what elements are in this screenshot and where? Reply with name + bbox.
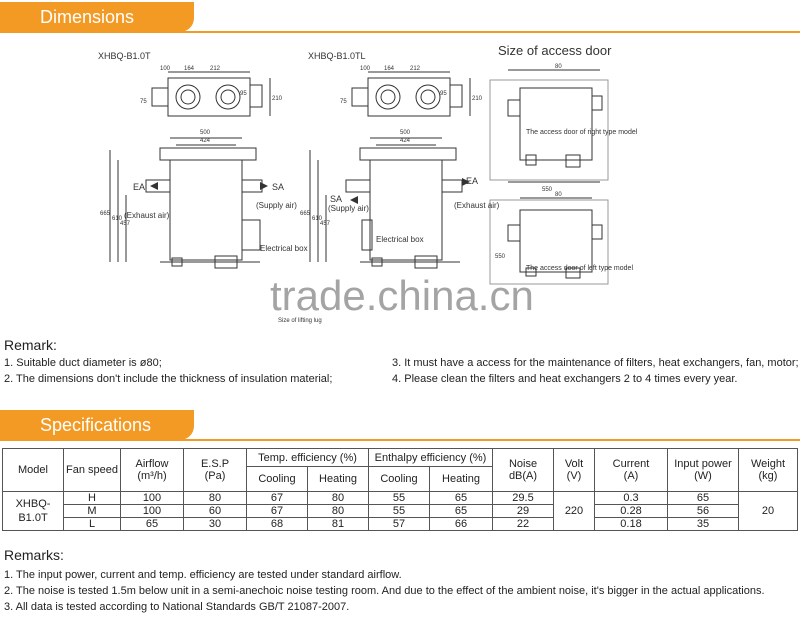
- cell-enth-heating: 65: [430, 505, 493, 518]
- front-view-middle: [370, 160, 442, 260]
- svg-text:665: 665: [100, 211, 111, 217]
- svg-text:164: 164: [184, 66, 195, 72]
- remark-item-2: 2. The dimensions don't include the thickness of insulation material;: [4, 373, 333, 385]
- access-right-label: The access door of right type model: [526, 129, 638, 136]
- cell-enth-cooling: 57: [369, 518, 430, 531]
- svg-text:457: 457: [120, 221, 131, 227]
- cell-power: 65: [668, 492, 739, 505]
- remarks-item-2: 2. The noise is tested 1.5m below unit in a semi-anechoic noise testing room. And due to the effect of the ambient noise, it's bigger in the actual applications.: [4, 585, 765, 597]
- cell-temp-heating: 80: [308, 492, 369, 505]
- svg-text:500: 500: [400, 130, 411, 136]
- svg-text:75: 75: [140, 99, 147, 105]
- remark-title: Remark:: [4, 337, 57, 353]
- table-row: [3, 492, 798, 505]
- table-row: [3, 505, 798, 518]
- cell-weight: 20: [739, 492, 798, 531]
- cell-temp-heating: 81: [308, 518, 369, 531]
- cell-enth-cooling: 55: [369, 492, 430, 505]
- svg-text:95: 95: [440, 91, 447, 97]
- svg-text:500: 500: [200, 130, 211, 136]
- header-weight: Weight (kg): [739, 449, 798, 492]
- table-row: [3, 518, 798, 531]
- svg-text:95: 95: [240, 91, 247, 97]
- supply-air-label-left: (Supply air): [256, 201, 297, 210]
- cell-esp: 80: [184, 492, 247, 505]
- dimensions-title: Dimensions: [40, 7, 135, 27]
- model-label-left: XHBQ-B1.0T: [98, 51, 151, 61]
- cell-enth-heating: 65: [430, 492, 493, 505]
- header-volt: Volt (V): [554, 449, 595, 492]
- specifications-table: [2, 448, 798, 531]
- svg-text:212: 212: [210, 66, 221, 72]
- cell-enth-cooling: 55: [369, 505, 430, 518]
- header-noise: Noise dB(A): [493, 449, 554, 492]
- ea-label-left: EA: [133, 182, 146, 192]
- header-fan-speed: Fan speed: [64, 449, 121, 492]
- remark-item-4: 4. Please clean the filters and heat exchangers 2 to 4 times every year.: [392, 373, 738, 385]
- remarks-item-1: 1. The input power, current and temp. efficiency are tested under standard airflow.: [4, 569, 402, 581]
- cell-enth-heating: 66: [430, 518, 493, 531]
- svg-text:80: 80: [555, 192, 562, 198]
- sa-label-left: SA: [272, 182, 285, 192]
- svg-text:550: 550: [542, 187, 553, 193]
- sa-arrow-middle: [350, 196, 358, 204]
- cell-current: 0.28: [595, 505, 668, 518]
- top-view-middle: [368, 78, 450, 116]
- sa-label-middle: SA: [330, 194, 343, 204]
- specifications-header: [0, 410, 194, 440]
- header-current: Current (A): [595, 449, 668, 492]
- cell-temp-heating: 80: [308, 505, 369, 518]
- svg-text:164: 164: [384, 66, 395, 72]
- watermark: trade.china.cn: [270, 272, 534, 319]
- cell-power: 56: [668, 505, 739, 518]
- electrical-box-label-left: Electrical box: [260, 244, 308, 253]
- header-temp-heating: Heating: [308, 467, 369, 492]
- svg-text:100: 100: [160, 66, 171, 72]
- cell-airflow: 65: [121, 518, 184, 531]
- cell-temp-cooling: 67: [247, 492, 308, 505]
- cell-model: XHBQ- B1.0T: [3, 492, 64, 531]
- cell-speed: H: [64, 492, 121, 505]
- cell-noise: 29.5: [493, 492, 554, 505]
- cell-airflow: 100: [121, 505, 184, 518]
- header-enth-cooling: Cooling: [369, 467, 430, 492]
- svg-text:80: 80: [555, 64, 562, 70]
- exhaust-air-label-middle: (Exhaust air): [454, 201, 500, 210]
- svg-text:210: 210: [272, 96, 283, 102]
- svg-text:75: 75: [340, 99, 347, 105]
- svg-text:210: 210: [472, 96, 483, 102]
- cell-noise: 29: [493, 505, 554, 518]
- cell-speed: M: [64, 505, 121, 518]
- ea-arrow-left: [150, 182, 158, 190]
- remarks-title: Remarks:: [4, 547, 64, 563]
- access-door-left: [520, 210, 592, 272]
- svg-text:212: 212: [410, 66, 421, 72]
- header-input-power: Input power (W): [668, 449, 739, 492]
- ea-label-middle: EA: [466, 176, 479, 186]
- svg-text:550: 550: [495, 254, 506, 260]
- svg-text:665: 665: [300, 211, 311, 217]
- cell-speed: L: [64, 518, 121, 531]
- cell-current: 0.3: [595, 492, 668, 505]
- model-label-middle: XHBQ-B1.0TL: [308, 51, 366, 61]
- header-esp: E.S.P (Pa): [184, 449, 247, 492]
- access-door-right: [520, 88, 592, 160]
- cell-esp: 30: [184, 518, 247, 531]
- cell-esp: 60: [184, 505, 247, 518]
- front-view-left: [170, 160, 242, 260]
- lifting-lug-label: Size of lifting lug: [278, 318, 322, 324]
- remark-item-3: 3. It must have a access for the maintenance of filters, heat exchangers, fan, motor;: [392, 357, 799, 369]
- dimensions-header: [0, 2, 194, 32]
- cell-power: 35: [668, 518, 739, 531]
- cell-noise: 22: [493, 518, 554, 531]
- svg-text:610: 610: [312, 216, 323, 222]
- cell-volt: 220: [554, 492, 595, 531]
- header-enth-heating: Heating: [430, 467, 493, 492]
- electrical-box-label-middle: Electrical box: [376, 235, 424, 244]
- svg-text:424: 424: [400, 138, 411, 144]
- header-model: Model: [3, 449, 64, 492]
- specifications-title: Specifications: [40, 415, 152, 435]
- header-airflow: Airflow (m³/h): [121, 449, 184, 492]
- specifications-divider: [0, 439, 800, 441]
- header-enthalpy-efficiency: Enthalpy efficiency (%): [369, 449, 493, 467]
- svg-text:100: 100: [360, 66, 371, 72]
- supply-air-label-middle: (Supply air): [328, 204, 369, 213]
- access-left-label: The access door of left type model: [526, 265, 633, 272]
- header-temp-cooling: Cooling: [247, 467, 308, 492]
- exhaust-air-label-left: (Exhaust air): [124, 211, 170, 220]
- cell-airflow: 100: [121, 492, 184, 505]
- cell-current: 0.18: [595, 518, 668, 531]
- cell-temp-cooling: 67: [247, 505, 308, 518]
- header-temp-efficiency: Temp. efficiency (%): [247, 449, 369, 467]
- svg-text:610: 610: [112, 216, 123, 222]
- svg-text:424: 424: [200, 138, 211, 144]
- dimensions-divider: [0, 31, 800, 33]
- svg-text:457: 457: [320, 221, 331, 227]
- sa-arrow-left: [260, 182, 268, 190]
- cell-temp-cooling: 68: [247, 518, 308, 531]
- remarks-item-3: 3. All data is tested according to National Standards GB/T 21087-2007.: [4, 601, 350, 613]
- remark-item-1: 1. Suitable duct diameter is ø80;: [4, 357, 162, 369]
- access-door-title: Size of access door: [498, 43, 612, 58]
- top-view-left: [168, 78, 250, 116]
